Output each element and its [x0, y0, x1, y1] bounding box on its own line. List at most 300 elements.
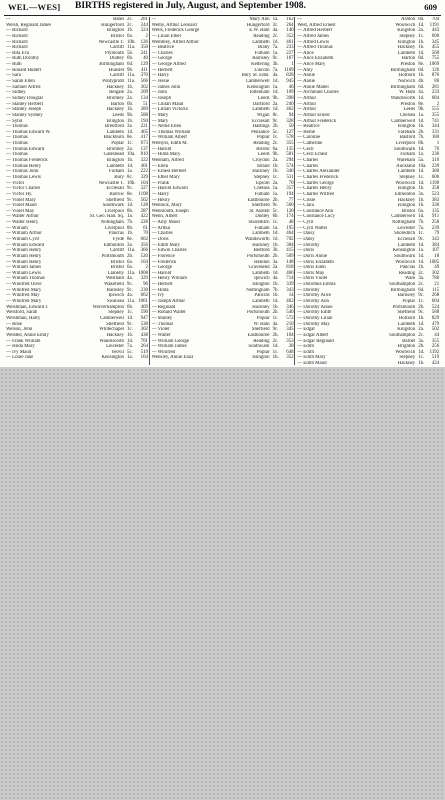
entry-district: Chelsea: [399, 112, 416, 118]
entry-district: Hendon: [254, 259, 270, 265]
entry-page: 268: [431, 293, 440, 299]
entry-district: Sheffield: [397, 310, 416, 316]
entry-volume: 1b.: [127, 84, 134, 90]
entry-district: Wandsworth: [390, 95, 416, 101]
entry-volume: 6a.: [127, 33, 133, 39]
entry-district: Woolwich: [395, 180, 416, 186]
entry-name: — Alice: [297, 50, 314, 56]
entry-volume: 9c.: [127, 282, 133, 288]
entry-volume: 9c.: [127, 321, 133, 327]
entry-district: Camberwell: [391, 118, 416, 124]
entry-district: Whitechapel: [99, 327, 124, 333]
entry-page: 244: [140, 22, 148, 28]
entry-district: Blaby: [257, 45, 270, 51]
entry-district: Lambeth: [252, 270, 270, 276]
entry-volume: 9b.: [272, 95, 279, 101]
entry-volume: 9c.: [272, 118, 279, 124]
entry-name: — Sidney: [6, 90, 26, 96]
entry-volume: 9b.: [418, 107, 425, 113]
register-column-3: [295, 17, 441, 365]
entry-district: Cardiff: [109, 73, 124, 79]
entry-page: 362: [140, 84, 148, 90]
entry-name: — Lillian Victoria: [151, 107, 188, 113]
entry-name: — Reginald: [151, 304, 176, 310]
entry-page: 281: [140, 17, 148, 22]
entry-name: — Winifred May: [6, 293, 40, 299]
entry-page: 828: [286, 73, 294, 79]
entry-district: Wigan: [256, 112, 270, 118]
entry-district: Bristol: [256, 146, 270, 152]
entry-district: Reigate: [109, 90, 124, 96]
entry-page: 130: [286, 208, 294, 214]
entry-district: Sheffield: [106, 321, 124, 327]
page-number: 609: [424, 2, 437, 12]
entry-district: E.W. Ham: [249, 28, 270, 34]
entry-page: 366: [140, 248, 148, 254]
entry-volume: 1b.: [418, 186, 425, 192]
entry-district: W. Ham: [399, 90, 416, 96]
entry-volume: 1b.: [418, 73, 425, 79]
entry-district: Southampton: [389, 282, 416, 288]
entry-page: 422: [140, 214, 148, 220]
entry-name: — William Albert: [151, 135, 187, 141]
entry-page: 137: [140, 146, 148, 152]
entry-district: Croydon: [252, 158, 270, 164]
entry-name: — Bertie: [297, 129, 316, 135]
entry-volume: 8c.: [272, 112, 279, 118]
entry-district: Birmingham: [390, 67, 416, 73]
entry-volume: 1c.: [418, 231, 425, 237]
entry-volume: 5c.: [272, 208, 279, 214]
entry-name: — Arthur Frederick: [297, 118, 337, 124]
entry-name: — Samuel Alfred: [6, 84, 41, 90]
entry-page: 48: [288, 220, 294, 226]
entry-page: 355: [431, 338, 440, 344]
entry-page: 578: [286, 135, 294, 141]
entry-name: — Herbert: [151, 282, 173, 288]
entry-district: Woolwich: [395, 22, 416, 28]
entry-name: — Thomas: [151, 321, 174, 327]
entry-name: — Dorothy Edith: [297, 310, 332, 316]
entry-page: 327: [140, 186, 148, 192]
entry-name: — Joseph Arthur: [151, 299, 186, 305]
entry-district: Wandsworth: [99, 338, 124, 344]
entry-district: Bedford: [253, 248, 270, 254]
entry-page: 70: [288, 180, 294, 186]
entry-name: — William: [6, 225, 28, 231]
entry-name: — Beatrice: [297, 124, 320, 130]
entry-district: Hackney: [252, 169, 270, 175]
entry-name: — Winifred Mary: [6, 287, 42, 293]
entry-name: — Dorothy May: [297, 321, 330, 327]
entry-name: — Rose: [6, 321, 22, 327]
entry-page: 140: [286, 28, 294, 34]
entry-name: — Clara: [297, 203, 314, 209]
entry-page: 876: [431, 73, 440, 79]
entry-name: — George: [151, 56, 173, 62]
entry-page: 461: [286, 39, 294, 45]
entry-name: — Dorothy Annie: [297, 304, 333, 310]
entry-district: W. Ham: [253, 321, 270, 327]
entry-volume: 2c.: [272, 33, 279, 39]
entry-name: — Winifred Olive: [6, 282, 42, 288]
entry-volume: 8e.: [127, 236, 133, 242]
entry-name: — Arthur: [297, 101, 317, 107]
entry-name: — Sybil: [6, 118, 23, 124]
entry-district: Hackney: [397, 197, 416, 203]
entry-page: 127: [286, 129, 294, 135]
entry-name: — Louie Jane: [6, 355, 34, 361]
entry-volume: 1b.: [127, 118, 134, 124]
entry-page: 302: [431, 270, 440, 276]
entry-page: 346: [286, 304, 294, 310]
entry-district: Stepney: [399, 174, 416, 180]
entry-page: 572: [286, 315, 294, 321]
entry-name: — Cyril Walter: [297, 225, 328, 231]
entry-district: Chelsea: [254, 186, 270, 192]
entry-district: Gateshead: [103, 152, 124, 158]
entry-page: 14: [288, 293, 294, 299]
entry-page: 560: [286, 203, 294, 209]
entry-name: — Florence: [151, 253, 175, 259]
entry-volume: 11a.: [127, 299, 136, 305]
entry-volume: 8e.: [127, 135, 133, 141]
entry-name: Wells, Frederick George: [151, 28, 200, 34]
entry-page: 77: [288, 197, 294, 203]
entry-volume: 1d.: [127, 163, 134, 169]
entry-volume: 7a.: [127, 344, 133, 350]
entry-district: Sheffield: [106, 197, 124, 203]
entry-page: 346: [286, 169, 294, 175]
entry-name: — Walter: [151, 332, 171, 338]
entry-page: 126: [140, 39, 148, 45]
entry-volume: 8b.: [127, 225, 134, 231]
entry-district: Ipswich: [108, 293, 124, 299]
entry-name: — Harry: [151, 191, 170, 197]
entry-volume: 1c.: [418, 355, 425, 361]
entry-volume: 3b.: [272, 62, 279, 68]
entry-name: — Richard: [6, 33, 28, 39]
register-page: [0, 0, 445, 367]
entry-name: — Charles Alexander: [297, 169, 340, 175]
entry-district: Barnsley: [106, 287, 124, 293]
entry-page: 588: [431, 310, 440, 316]
entry-volume: 1d.: [418, 118, 425, 124]
entry-name: — William James: [151, 344, 187, 350]
entry-volume: 2c.: [127, 17, 133, 22]
entry-name: — Sarah Ellen: [6, 79, 35, 85]
entry-page: 70: [143, 231, 148, 237]
entry-name: — Stanley Joseph: [6, 107, 42, 113]
entry-name: — Doris: [297, 248, 315, 254]
entry-volume: 9b.: [272, 152, 279, 158]
entry-name: — Doris: [151, 236, 169, 242]
entry-page: 398: [286, 95, 294, 101]
entry-district: Nottingham: [246, 287, 270, 293]
entry-district: Kettering: [251, 62, 270, 68]
entry-district: Tottenham: [248, 90, 270, 96]
entry-page: 104: [286, 332, 294, 338]
entry-name: — Edith Mary: [151, 242, 181, 248]
entry-district: Edmonton: [394, 191, 416, 197]
entry-volume: 1d.: [272, 90, 279, 96]
entry-name: — Hilda Mary: [151, 152, 181, 158]
entry-page: 818: [286, 265, 294, 271]
entry-volume: 9c.: [127, 197, 133, 203]
entry-page: 210: [286, 321, 294, 327]
entry-volume: 1a.: [127, 355, 133, 361]
entry-page: 566: [140, 79, 148, 85]
entry-name: — Charles: [151, 231, 173, 237]
entry-district: Bury: [114, 174, 124, 180]
entry-volume: 6a.: [127, 265, 133, 271]
entry-page: 945: [286, 79, 294, 85]
entry-page: 28: [288, 344, 294, 350]
entry-district: Fulham: [254, 191, 270, 197]
entry-district: Nottingham: [100, 220, 124, 226]
entry-volume: 2a.: [418, 327, 425, 333]
entry-page: 180: [431, 135, 440, 141]
entry-volume: 1d.: [272, 270, 279, 276]
entry-volume: 11a.: [127, 79, 136, 85]
entry-page: 355: [431, 112, 440, 118]
entry-volume: 1b.: [272, 304, 279, 310]
entry-volume: 1d.: [127, 203, 134, 209]
entry-name: — Winifred Mary: [6, 299, 42, 305]
entry-name: — Edith Maud: [297, 361, 327, 365]
entry-page: 1108: [138, 191, 148, 197]
entry-district: Hackney: [106, 107, 124, 113]
entry-district: Kingston: [397, 28, 416, 34]
entry-district: Lambeth: [252, 107, 270, 113]
entry-page: 233: [431, 90, 440, 96]
entry-name: — Ivy: [151, 293, 165, 299]
entry-name: Wenn, Albert: [151, 214, 178, 220]
entry-district: Leicester: [106, 344, 124, 350]
entry-page: 519: [140, 349, 148, 355]
entry-district: Barton: [401, 56, 416, 62]
entry-page: 662: [140, 236, 148, 242]
entry-district: Eastbourne: [247, 332, 270, 338]
entry-volume: 2c.: [272, 22, 279, 28]
entry-page: 352: [286, 355, 294, 361]
entry-name: — William Cyril: [6, 236, 40, 242]
entry-page: 227: [286, 50, 294, 56]
entry-district: Westham: [105, 276, 124, 282]
entry-volume: 1d.: [272, 231, 279, 237]
entry-district: Lincoln: [254, 67, 270, 73]
entry-name: — Amy: [297, 67, 313, 73]
entry-page: 96: [143, 282, 148, 288]
entry-name: — Ruth: [6, 62, 22, 68]
entry-page: 588: [140, 112, 148, 118]
entry-name: — Rita Eva: [6, 50, 30, 56]
entry-volume: 11a.: [127, 248, 136, 254]
entry-name: — Arthur: [297, 95, 317, 101]
entry-district: Mary Ann: [249, 17, 270, 22]
entry-name: Wenham, Alfred: [151, 158, 184, 164]
entry-name: — Dorothy Lilian: [297, 315, 333, 321]
entry-district: Portsmouth: [247, 253, 270, 259]
entry-district: Preston: [400, 62, 416, 68]
entry-district: Epsom: [256, 180, 270, 186]
entry-name: — Frank William: [6, 338, 41, 344]
entry-volume: 2a.: [418, 28, 425, 34]
entry-name: — Charles: [151, 50, 173, 56]
entry-district: Islington: [397, 186, 416, 192]
entry-name: — Violet May: [6, 208, 35, 214]
entry-page: 162: [286, 17, 294, 22]
entry-page: 648: [286, 349, 294, 355]
entry-volume: 2b.: [418, 129, 425, 135]
entry-volume: 8d.: [418, 56, 425, 62]
entry-district: Leeds: [112, 112, 124, 118]
entry-district: Wolverhampton: [92, 304, 124, 310]
entry-volume: 1b.: [418, 39, 425, 45]
entry-page: 241: [140, 50, 148, 56]
entry-name: — Thomas Lewis: [6, 174, 41, 180]
entry-page: 194: [140, 118, 148, 124]
entry-name: — William James: [6, 265, 42, 271]
entry-name: West, Alfred Ernest: [297, 22, 336, 28]
entry-name: — Doris Elizabeth: [297, 259, 334, 265]
entry-district: Poplar: [256, 135, 270, 141]
entry-volume: 1b.: [272, 355, 279, 361]
entry-name: — Arthur: [297, 107, 317, 113]
entry-page: 606: [431, 174, 440, 180]
entry-page: 336: [431, 203, 440, 209]
entry-district: Ecclesall: [397, 236, 416, 242]
entry-name: Wembley, Alfred Arthur: [151, 39, 199, 45]
entry-name: — Hilda: [151, 287, 169, 293]
entry-volume: 1b.: [272, 242, 279, 248]
entry-page: 148: [286, 259, 294, 265]
entry-district: Bromley: [106, 95, 124, 101]
entry-page: 264: [140, 344, 148, 350]
entry-district: Pancras: [108, 231, 124, 237]
entry-name: — Lillian Maud: [151, 101, 184, 107]
entry-page: 438: [140, 332, 148, 338]
entry-volume: 1a.: [272, 17, 279, 22]
entry-name: Welby, Arthur Leonard: [151, 22, 197, 28]
entry-district: Islington: [106, 118, 124, 124]
entry-district: Fulham: [254, 225, 270, 231]
entry-page: 49: [434, 265, 440, 271]
entry-page: 519: [431, 355, 440, 361]
entry-page: 1109: [283, 67, 294, 73]
entry-district: Fareham: [398, 129, 416, 135]
entry-district: Newcastle T.: [98, 39, 124, 45]
entry-name: —: [297, 17, 303, 22]
entry-district: Eastbourne: [247, 197, 270, 203]
entry-volume: 8b.: [418, 141, 425, 147]
entry-district: Poplar: [256, 315, 270, 321]
entry-page: 239: [431, 163, 440, 169]
entry-page: 411: [140, 67, 148, 73]
entry-name: — Cecil: [297, 146, 314, 152]
entry-name: — Ellen: [151, 163, 169, 169]
entry-district: Reading: [253, 338, 270, 344]
page-header: [0, 0, 445, 15]
entry-page: 40: [143, 56, 148, 62]
entry-name: — Harry: [151, 73, 170, 79]
entry-page: 258: [431, 220, 440, 226]
entry-name: — William Lewis: [6, 270, 42, 276]
entry-name: — Thomas Frederick: [6, 158, 48, 164]
entry-district: Islington: [397, 203, 416, 209]
entry-page: 911: [432, 214, 440, 220]
entry-volume: 1a.: [272, 225, 279, 231]
entry-district: Lambeth: [252, 39, 270, 45]
entry-name: — Thomas John: [6, 169, 39, 175]
entry-name: —: [151, 17, 157, 22]
entry-page: 1085: [429, 259, 440, 265]
entry-district: Stepney: [399, 33, 416, 39]
entry-name: — William Henry: [6, 248, 42, 254]
entry-name: — Doris Ellen: [297, 265, 326, 271]
entry-volume: 7b.: [418, 135, 425, 141]
entry-page: 164: [140, 355, 148, 361]
entry-name: — Edgar Reginald: [297, 338, 334, 344]
entry-volume: 9c.: [418, 310, 425, 316]
entry-name: — Catherine: [297, 141, 323, 147]
entry-district: Blackburn: [103, 135, 124, 141]
entry-volume: 2b.: [272, 310, 279, 316]
entry-name: — Beatrice: [151, 45, 174, 51]
entry-page: 174: [286, 214, 294, 220]
entry-district: Dudley: [109, 56, 124, 62]
entry-volume: 1d.: [418, 259, 425, 265]
entry-volume: 4a.: [272, 276, 279, 282]
entry-volume: 6d.: [418, 287, 425, 293]
entry-volume: 10a.: [127, 152, 136, 158]
entry-district: Islington: [397, 124, 416, 130]
entry-page: 356: [140, 242, 148, 248]
entry-district: Portsmouth: [392, 304, 416, 310]
entry-volume: 6d.: [127, 62, 134, 68]
entry-district: Newcastle T.: [98, 180, 124, 186]
entry-name: —: [6, 17, 11, 22]
entry-name: — William Edward: [6, 242, 45, 248]
entry-district: Barrow: [109, 191, 124, 197]
entry-district: Poplar: [402, 299, 416, 305]
entry-page: 1: [436, 141, 440, 147]
entry-volume: 1b.: [272, 163, 279, 169]
entry-volume: 1a.: [272, 191, 279, 197]
entry-name: — Harold Edward: [151, 186, 188, 192]
entry-volume: 9c.: [418, 293, 425, 299]
entry-volume: 6b.: [272, 214, 279, 220]
entry-volume: 9b.: [127, 112, 134, 118]
entry-district: Sheffield: [251, 327, 270, 333]
entry-volume: 1b.: [272, 293, 279, 299]
entry-page: 104: [140, 259, 148, 265]
entry-page: 61: [143, 225, 148, 231]
entry-name: — Frank: [151, 180, 170, 186]
entry-page: 701: [140, 338, 148, 344]
entry-district: St. Geo. Han. Sq.: [89, 214, 124, 220]
entry-volume: 5c.: [127, 349, 133, 355]
entry-page: 281: [431, 84, 440, 90]
entry-volume: 1d.: [418, 321, 425, 327]
entry-volume: 9b.: [127, 67, 134, 73]
entry-name: — Mary: [151, 112, 169, 118]
entry-volume: 4a.: [127, 293, 133, 299]
entry-page: 329: [140, 174, 148, 180]
register-columns: [4, 17, 441, 365]
entry-volume: 11a.: [127, 73, 136, 79]
entry-volume: 1b.: [127, 107, 134, 113]
